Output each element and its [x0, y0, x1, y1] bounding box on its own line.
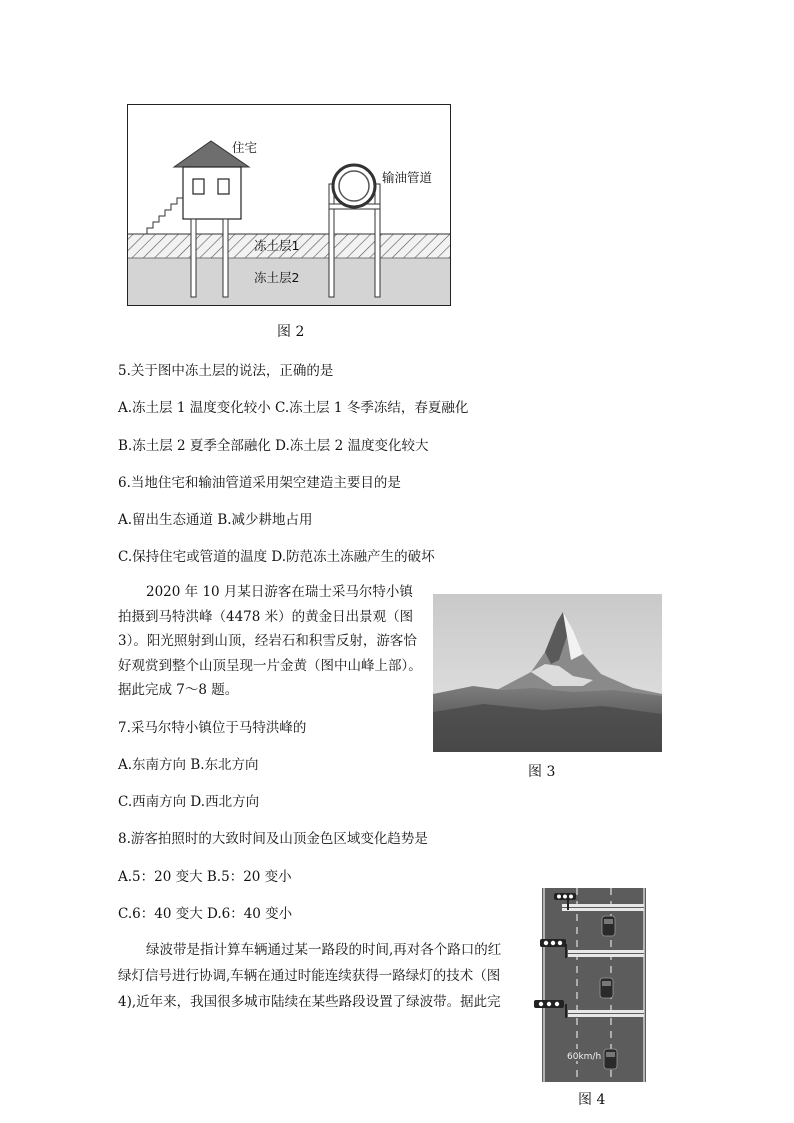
passage-line: 绿灯信号进行协调,车辆在通过时能连续获得一路绿灯的技术（图: [118, 968, 501, 984]
passage-line: 3）。阳光照射到山顶，经岩石和积雪反射，游客恰: [118, 633, 417, 649]
house-body: [183, 167, 241, 219]
figure-2: [127, 104, 451, 306]
q7-options-line1: A.东南方向 B.东北方向: [118, 757, 259, 773]
layer1-label: 冻土层1: [254, 238, 300, 253]
house-pillar-right: [223, 219, 228, 297]
crosswalk-1: [562, 904, 644, 911]
house-label: 住宅: [232, 140, 258, 155]
figure-3: [433, 594, 662, 752]
matterhorn-photo: [433, 594, 662, 752]
q5-options-line1: A.冻土层 1 温度变化较小 C.冻土层 1 冬季冻结，春夏融化: [118, 400, 469, 416]
q6-options-line1: A.留出生态通道 B.减少耕地占用: [118, 512, 313, 528]
q5-stem: 5.关于图中冻土层的说法，正确的是: [118, 363, 334, 379]
passage-line: 据此完成 7～8 题。: [118, 682, 239, 698]
green-wave-road: [532, 888, 650, 1082]
passage-7-8: [118, 580, 433, 703]
figure-2-caption: 图 2: [277, 324, 305, 340]
q8-options-line1: A.5：20 变大 B.5：20 变小: [118, 869, 292, 885]
q8-options-line2: C.6：40 变大 D.6：40 变小: [118, 906, 293, 922]
q6-stem: 6.当地住宅和输油管道采用架空建造主要目的是: [118, 475, 401, 491]
q6-options-line2: C.保持住宅或管道的温度 D.防范冻土冻融产生的破坏: [118, 549, 435, 565]
passage-line: 4),近年来，我国很多城市陆续在某些路段设置了绿波带。据此完: [118, 994, 501, 1010]
figure-4-caption: 图 4: [578, 1092, 606, 1108]
q5-options-line2: B.冻土层 2 夏季全部融化 D.冻土层 2 温度变化较大: [118, 438, 429, 454]
speed-label: 60km/h: [567, 1052, 602, 1062]
passage-green-wave: [118, 937, 523, 1015]
car-2: [600, 978, 613, 998]
pipe-support-right: [375, 184, 380, 297]
passage-line: 拍摄到马特洪峰（4478 米）的黄金日出景观（图: [118, 608, 414, 625]
crosswalk-2: [568, 950, 644, 957]
figure-3-caption: 图 3: [528, 764, 556, 780]
passage-line: 绿波带是指计算车辆通过某一路段的时间,再对各个路口的红: [146, 942, 502, 958]
crosswalk-3: [568, 1010, 644, 1017]
frozen-soil-diagram: [127, 104, 451, 306]
house-pillar-left: [191, 219, 196, 297]
car-3: [604, 1049, 617, 1069]
q7-stem: 7.采马尔特小镇位于马特洪峰的: [118, 720, 307, 736]
house-window-right: [218, 179, 229, 194]
figure-4: [532, 888, 650, 1082]
house-window-left: [193, 179, 204, 194]
passage-line: 好观赏到整个山顶呈现一片金黄（图中山峰上部）。: [118, 657, 422, 674]
pipe-support-left: [329, 184, 334, 297]
q8-stem: 8.游客拍照时的大致时间及山顶金色区域变化趋势是: [118, 831, 428, 847]
q7-options-line2: C.西南方向 D.西北方向: [118, 794, 260, 810]
pipe-label: 输油管道: [382, 170, 433, 185]
passage-line: 2020 年 10 月某日游客在瑞士采马尔特小镇: [146, 584, 413, 600]
car-1: [602, 916, 615, 936]
layer2-label: 冻土层2: [254, 270, 300, 285]
oil-pipe-inner: [339, 171, 369, 201]
